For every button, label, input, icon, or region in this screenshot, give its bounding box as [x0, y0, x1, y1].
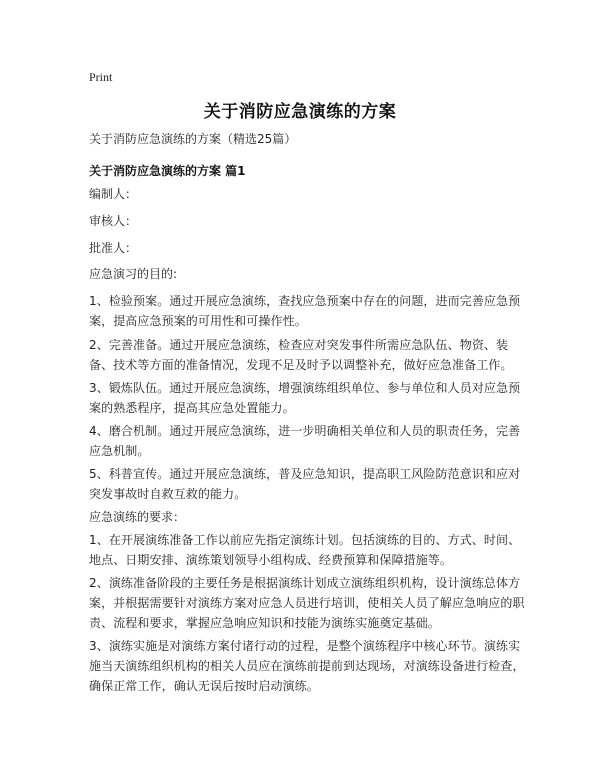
purpose-heading: 应急演习的目的:	[89, 267, 178, 281]
purpose-item: 1、检验预案。通过开展应急演练，查找应急预案中存在的问题，进而完善应急预案，提高应急预案的可用性和可操作性。	[89, 294, 521, 328]
purpose-item: 3、锻炼队伍。通过开展应急演练，增强演练组织单位、参与单位和人员对应急预案的熟悉程序，提高其应急处置能力。	[89, 381, 521, 415]
author-field: 编制人：	[89, 187, 138, 201]
requirements-heading: 应急演练的要求：	[89, 510, 186, 524]
requirement-item: 3、演练实施是对演练方案付诸行动的过程，是整个演练程序中核心环节。演练实施当天演练组织机构的相关人员应在演练前提前到达现场，对演练设备进行检查，确保正常工作，确认无误后按时启动演练。	[89, 639, 525, 693]
reviewer-field: 审核人：	[89, 214, 138, 228]
purpose-item: 2、完善准备。通过开展应急演练，检查应对突发事件所需应急队伍、物资、装备、技术等方面的准备情况，发现不足及时予以调整补充，做好应急准备工作。	[89, 338, 513, 372]
document-title: 关于消防应急演练的方案	[203, 102, 397, 122]
requirement-item: 1、在开展演练准备工作以前应先指定演练计划。包括演练的目的、方式、时间、地点、日期安排、演练策划领导小组构成、经费预算和保障措施等。	[89, 533, 521, 567]
document-subtitle: 关于消防应急演练的方案（精选25篇）	[89, 132, 297, 146]
section-heading: 关于消防应急演练的方案 篇1	[89, 164, 246, 178]
approver-field: 批准人：	[89, 241, 138, 255]
purpose-item: 5、科普宣传。通过开展应急演练，普及应急知识，提高职工风险防范意识和应对突发事故时自救互救的能力。	[89, 467, 521, 501]
purpose-item: 4、磨合机制。通过开展应急演练，进一步明确相关单位和人员的职责任务，完善应急机制。	[89, 424, 521, 458]
requirement-item: 2、演练准备阶段的主要任务是根据演练计划成立演练组织机构，设计演练总体方案，并根据需要针对演练方案对应急人员进行培训，使相关人员了解应急响应的职责、流程和要求，掌握应急响应知识和技能为演练实施奠定基础。	[89, 576, 525, 630]
print-link[interactable]: Print	[89, 70, 113, 84]
